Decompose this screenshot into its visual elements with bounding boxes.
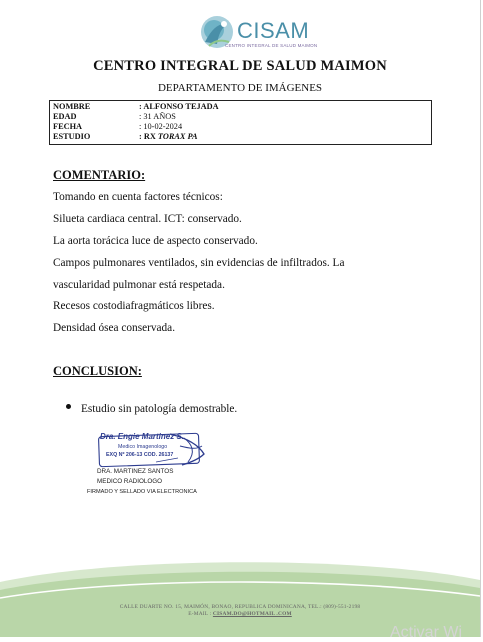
email-link[interactable]: CISAM.DO@HOTMAIL .COM [212,611,292,617]
stamp-license: EXQ Nº 206-13 COD. 26137 [106,452,174,458]
name-value: : ALFONSO TEJADA [139,102,219,111]
cisam-logo [197,12,318,52]
name-label: NOMBRE [53,102,91,111]
date-row [53,122,428,132]
comment-line: La aorta torácica luce de aspecto conservado. [53,235,258,247]
comment-line: Densidad ósea conservada. [53,322,176,334]
study-row [53,132,428,142]
name-row [53,102,428,112]
study-prefix: : RX [139,132,158,141]
age-label: EDAD [53,112,77,121]
doctor-name: DRA. MARTINEZ SANTOS [97,468,174,475]
doctor-title: MEDICO RADIOLOGO [97,478,163,485]
age-row [53,112,428,122]
comment-line: Silueta cardiaca central. ICT: conservado. [53,213,242,225]
document-title: CENTRO INTEGRAL DE SALUD MAIMON [93,58,387,74]
logo-subtitle: CENTRO INTEGRAL DE SALUD MAIMON [225,43,318,48]
conclusion-item: Estudio sin patología demostrable. [81,403,238,415]
logo-wordmark: CISAM [237,18,310,43]
comment-line: Tomando en cuenta factores técnicos: [53,191,223,203]
comment-line: vascularidad pulmonar está respetada. [53,279,225,291]
date-label: FECHA [53,122,83,131]
date-value: : 10-02-2024 [139,122,183,131]
comment-line: Campos pulmonares ventilados, sin evidencias de infiltrados. La [53,257,345,269]
footer-email-line [0,611,480,617]
signature-note: FIRMADO Y SELLADO VIA ELECTRONICA [87,489,197,495]
stamp-specialty: Medico Imagenologo [118,444,168,450]
footer-address: CALLE DUARTE NO. 15, MAIMÓN, BONAO, REPUBLICA DOMINICANA, TEL.: (809)-551-2198 [119,604,361,610]
study-label: ESTUDIO [53,132,91,141]
conclusion-heading: CONCLUSION: [53,364,142,378]
signature-block [84,424,224,504]
study-value [139,132,428,142]
comment-heading: COMENTARIO: [53,168,146,182]
activate-windows-watermark: Activar Wi [390,624,462,641]
patient-info-box [49,100,432,145]
stamp-doctor-name: Dra. Engie Martinez S. [100,432,185,441]
bullet-icon [66,404,71,409]
department-name: DEPARTAMENTO DE IMÁGENES [157,82,323,94]
email-label: E-MAIL : [188,611,212,617]
comment-line: Recesos costodiafragmáticos libres. [53,300,215,312]
age-value: : 31 AÑOS [139,112,176,121]
study-name: TORAX PA [157,132,198,141]
